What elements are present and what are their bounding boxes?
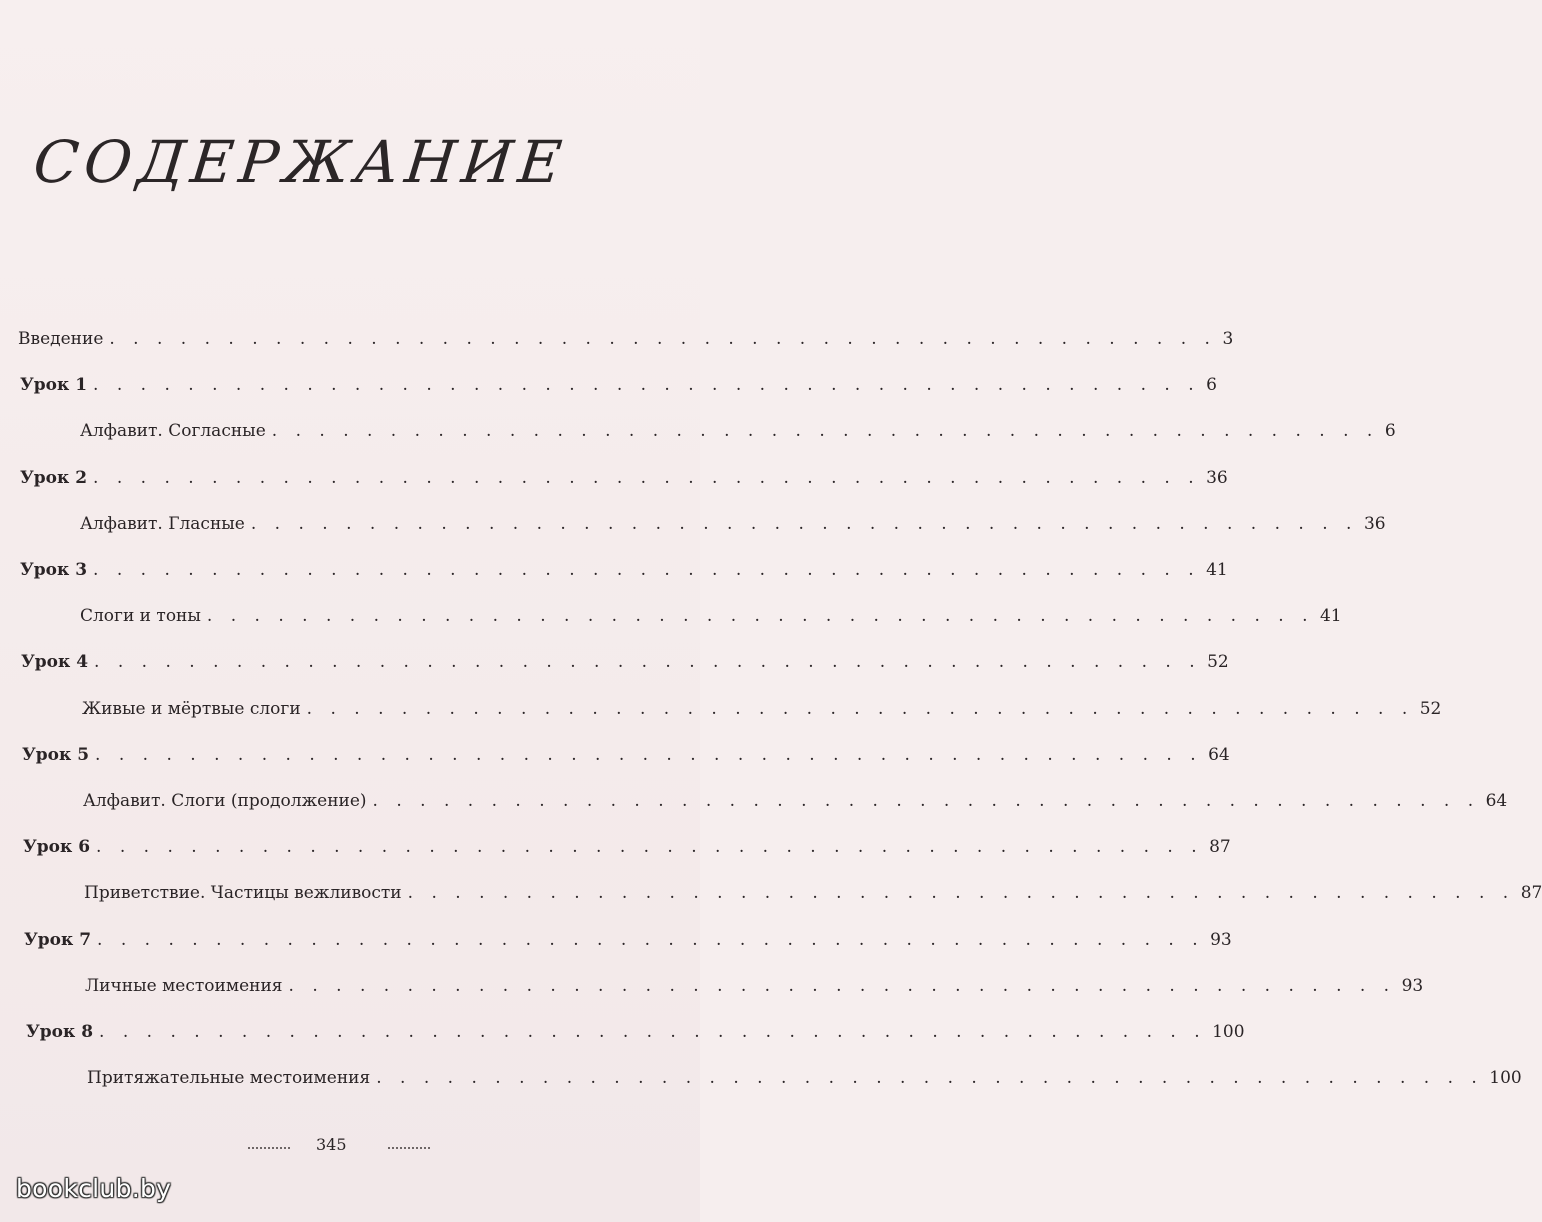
footer-ornament-right bbox=[388, 1147, 430, 1149]
toc-entry-page-number: 36 bbox=[1206, 468, 1228, 488]
toc-leader-dots: . . . . . . . . . . . . . . . . . . . . . . . . . . . . . . . . . . . . . . . . . . . . . . . bbox=[407, 883, 1515, 903]
toc-entry-label: Урок 3 bbox=[20, 560, 88, 580]
toc-entry-label: Слоги и тоны bbox=[80, 606, 201, 626]
page-number: 345 bbox=[316, 1135, 347, 1154]
toc-entry-page-number: 3 bbox=[1222, 329, 1234, 349]
toc-leader-dots: . . . . . . . . . . . . . . . . . . . . . . . . . . . . . . . . . . . . . . . . . . . . . . . bbox=[99, 1022, 1207, 1042]
toc-entry-label: Личные местоимения bbox=[85, 976, 283, 996]
toc-leader-dots: . . . . . . . . . . . . . . . . . . . . . . . . . . . . . . . . . . . . . . . . . . . . . . . bbox=[206, 606, 1314, 626]
toc-entry-page-number: 87 bbox=[1520, 883, 1542, 903]
toc-entry-label: Урок 6 bbox=[23, 837, 91, 857]
toc-topic-entry bbox=[87, 1067, 1522, 1089]
toc-topic-entry bbox=[85, 975, 1424, 997]
toc-entry-page-number: 41 bbox=[1319, 606, 1342, 626]
toc-entry-page-number: 64 bbox=[1485, 791, 1508, 811]
toc-topic-entry bbox=[83, 790, 1508, 812]
toc-entry-label: Урок 5 bbox=[22, 745, 90, 765]
toc-entry-label: Алфавит. Гласные bbox=[80, 514, 245, 534]
toc-leader-dots: . . . . . . . . . . . . . . . . . . . . . . . . . . . . . . . . . . . . . . . . . . . . . . . bbox=[376, 1068, 1484, 1088]
toc-leader-dots: . . . . . . . . . . . . . . . . . . . . . . . . . . . . . . . . . . . . . . . . . . . . . . . bbox=[271, 421, 1379, 441]
toc-entry-label: Введение bbox=[18, 329, 104, 349]
toc-lesson-entry bbox=[20, 559, 1228, 581]
toc-lesson-entry bbox=[21, 651, 1229, 673]
toc-entry-label: Урок 2 bbox=[20, 468, 88, 488]
toc-leader-dots: . . . . . . . . . . . . . . . . . . . . . . . . . . . . . . . . . . . . . . . . . . . . . . . bbox=[306, 699, 1414, 719]
toc-topic-entry bbox=[80, 420, 1396, 442]
toc-entry-page-number: 64 bbox=[1208, 745, 1230, 765]
toc-entry-label: Алфавит. Слоги (продолжение) bbox=[83, 791, 367, 811]
toc-lesson-entry bbox=[26, 1021, 1245, 1043]
toc-leader-dots: . . . . . . . . . . . . . . . . . . . . . . . . . . . . . . . . . . . . . . . . . . . . . . . bbox=[94, 652, 1202, 672]
toc-entry-label: Живые и мёртвые слоги bbox=[82, 699, 301, 719]
toc-entry-page-number: 100 bbox=[1212, 1022, 1245, 1042]
toc-topic-entry bbox=[80, 513, 1386, 535]
toc-lesson-entry bbox=[23, 836, 1231, 858]
toc-leader-dots: . . . . . . . . . . . . . . . . . . . . . . . . . . . . . . . . . . . . . . . . . . . . . . . bbox=[372, 791, 1480, 811]
toc-entry-page-number: 93 bbox=[1401, 976, 1424, 996]
toc-leader-dots: . . . . . . . . . . . . . . . . . . . . . . . . . . . . . . . . . . . . . . . . . . . . . . . bbox=[96, 837, 1204, 857]
toc-lesson-entry bbox=[24, 929, 1232, 951]
page-title: СОДЕРЖАНИЕ bbox=[30, 128, 571, 196]
toc-entry-page-number: 6 bbox=[1206, 375, 1217, 395]
footer-ornament-left bbox=[248, 1147, 290, 1149]
toc-leader-dots: . . . . . . . . . . . . . . . . . . . . . . . . . . . . . . . . . . . . . . . . . . . . . . . bbox=[95, 745, 1203, 765]
toc-lesson-entry bbox=[20, 467, 1228, 489]
toc-entry-page-number: 36 bbox=[1363, 514, 1386, 534]
toc-entry-page-number: 100 bbox=[1489, 1068, 1522, 1088]
watermark-logo: bookclub.by bbox=[16, 1174, 172, 1203]
toc-leader-dots: . . . . . . . . . . . . . . . . . . . . . . . . . . . . . . . . . . . . . . . . . . . . . . . bbox=[93, 375, 1201, 395]
toc-entry-label: Алфавит. Согласные bbox=[80, 421, 266, 441]
toc-entry-page-number: 41 bbox=[1206, 560, 1228, 580]
toc-topic-entry bbox=[80, 605, 1342, 627]
toc-entry-label: Урок 7 bbox=[24, 930, 92, 950]
toc-entry-page-number: 93 bbox=[1210, 930, 1232, 950]
toc-entry-page-number: 87 bbox=[1209, 837, 1231, 857]
toc-entry-label: Урок 4 bbox=[21, 652, 89, 672]
toc-leader-dots: . . . . . . . . . . . . . . . . . . . . . . . . . . . . . . . . . . . . . . . . . . . . . . . bbox=[250, 514, 1358, 534]
toc-entry-label: Притяжательные местоимения bbox=[87, 1068, 371, 1088]
toc-intro-entry bbox=[18, 328, 1234, 350]
page-footer bbox=[0, 1132, 700, 1156]
toc-entry-page-number: 6 bbox=[1384, 421, 1396, 441]
toc-lesson-entry bbox=[20, 374, 1217, 396]
toc-leader-dots: . . . . . . . . . . . . . . . . . . . . . . . . . . . . . . . . . . . . . . . . . . . . . . . bbox=[93, 468, 1201, 488]
toc-leader-dots: . . . . . . . . . . . . . . . . . . . . . . . . . . . . . . . . . . . . . . . . . . . . . . . bbox=[97, 930, 1205, 950]
toc-entry-label: Приветствие. Частицы вежливости bbox=[84, 883, 402, 903]
toc-leader-dots: . . . . . . . . . . . . . . . . . . . . . . . . . . . . . . . . . . . . . . . . . . . . . . . bbox=[109, 329, 1217, 349]
toc-entry-label: Урок 1 bbox=[20, 375, 88, 395]
toc-leader-dots: . . . . . . . . . . . . . . . . . . . . . . . . . . . . . . . . . . . . . . . . . . . . . . . bbox=[93, 560, 1201, 580]
toc-topic-entry bbox=[82, 698, 1442, 720]
toc-lesson-entry bbox=[22, 744, 1230, 766]
toc-entry-page-number: 52 bbox=[1207, 652, 1229, 672]
toc-entry-label: Урок 8 bbox=[26, 1022, 94, 1042]
toc-topic-entry bbox=[84, 882, 1542, 904]
toc-leader-dots: . . . . . . . . . . . . . . . . . . . . . . . . . . . . . . . . . . . . . . . . . . . . . . . bbox=[288, 976, 1396, 996]
toc-entry-page-number: 52 bbox=[1419, 699, 1442, 719]
